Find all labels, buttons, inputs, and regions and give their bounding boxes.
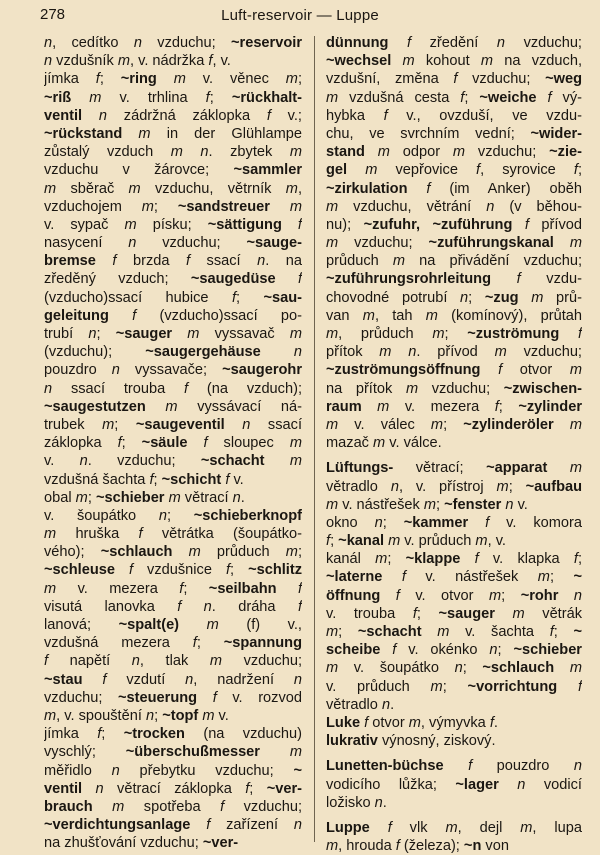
dictionary-line: brauch m spotřeba f vzduchu;: [44, 798, 302, 815]
dictionary-line: v. trouba f; ~sauger m větrák: [326, 605, 582, 622]
dictionary-line: jímka f; ~ring m v. věnec m;: [44, 71, 302, 88]
dictionary-line: ~zuführungsrohrleitung f vzdu-: [326, 271, 582, 288]
dictionary-line: Luppe f vlk m, dejl m, lupa: [326, 819, 582, 836]
dictionary-line: ~stau f vzdutí n, nadržení n: [44, 671, 302, 688]
dictionary-line: m v. nástřešek m; ~fenster n v.: [326, 496, 528, 513]
dictionary-line: ~zuströmungsöffnung f otvor m: [326, 362, 582, 379]
dictionary-line: měřidlo n přebytku vzduchu; ~: [44, 762, 302, 779]
dictionary-line: gel m vepřovice f, syrovice f;: [326, 162, 582, 179]
dictionary-line: vzdušná mezera f; ~spannung: [44, 635, 302, 652]
left-column: [44, 34, 302, 852]
dictionary-line: m hruška f větrátka (šoupátko-: [44, 526, 302, 543]
dictionary-line: vzduchu; ~steuerung f v. rozvod: [44, 689, 302, 706]
dictionary-line: ~laterne f v. nástřešek m; ~: [326, 569, 582, 586]
dictionary-line: n vzdušník m, v. nádržka f, v.: [44, 53, 231, 70]
dictionary-line: jímka f; ~trocken (na vzduchu): [44, 726, 302, 743]
dictionary-line: ložisko n.: [326, 794, 387, 811]
page-header: [0, 4, 600, 28]
dictionary-line: okno n; ~kammer f v. komora: [326, 514, 582, 531]
column-divider: [314, 36, 315, 842]
dictionary-line: ~saugestutzen m vyssávací ná-: [44, 398, 302, 415]
dictionary-line: na přítok m vzduchu; ~zwischen-: [326, 380, 582, 397]
right-column: [326, 34, 582, 855]
dictionary-line: m, průduch m; ~zuströmung f: [326, 326, 582, 342]
dictionary-line: geleitung f (vzducho)ssací po-: [44, 307, 302, 324]
dictionary-line: trubí n; ~sauger m vyssavač m: [44, 326, 302, 342]
dictionary-line: Luke f otvor m, výmyvka f.: [326, 714, 498, 731]
dictionary-line: záklopka f; ~säule f sloupec m: [44, 435, 302, 452]
page-number: 278: [40, 6, 66, 23]
dictionary-line: ~wechsel m kohout m na vzduch,: [326, 53, 582, 70]
dictionary-line: visutá lanovka f n. dráha f: [44, 598, 302, 615]
dictionary-line: vzdušní, změna f vzduchu; ~weg: [326, 71, 582, 88]
dictionary-line: m v. mezera f; ~seilbahn f: [44, 580, 302, 597]
dictionary-line: ~riß m v. trhlina f; ~rückhalt-: [44, 89, 302, 106]
dictionary-line: vzduchojem m; ~sandstreuer m: [44, 198, 302, 215]
dictionary-line: pouzdro n vyssavače; ~saugerohr: [44, 362, 302, 379]
dictionary-line: průduch m na přivádění vzduchu;: [326, 253, 582, 270]
dictionary-line: raum m v. mezera f; ~zylinder: [326, 398, 582, 415]
dictionary-line: na zhušťování vzduchu; ~ver-: [44, 835, 239, 852]
dictionary-line: f; ~kanal m v. průduch m, v.: [326, 533, 506, 550]
dictionary-line: zůstalý vzduch m n. zbytek m: [44, 144, 302, 161]
dictionary-line: v. průduch m; ~vorrichtung f: [326, 678, 582, 695]
dictionary-line: ~schleuse f vzdušnice f; ~schlitz: [44, 562, 302, 579]
dictionary-line: větradlo n.: [326, 696, 395, 713]
dictionary-line: přítok m n. přívod m vzduchu;: [326, 344, 582, 361]
dictionary-line: vzduchu v žárovce; ~sammler: [44, 162, 302, 179]
dictionary-line: v. n. vzduchu; ~schacht m: [44, 453, 302, 470]
dictionary-line: m v. válec m; ~zylinderöler m: [326, 416, 582, 433]
dictionary-line: m vzduchu, větrání n (v běhou-: [326, 198, 582, 215]
dictionary-line: nasycení n vzduchu; ~sauge-: [44, 235, 302, 252]
dictionary-line: nu); ~zufuhr, ~zuführung f přívod: [326, 216, 582, 233]
dictionary-line: ~verdichtungsanlage f zařízení n: [44, 817, 302, 834]
dictionary-line: ventil n větrací záklopka f; ~ver-: [44, 780, 302, 797]
dictionary-line: öffnung f v. otvor m; ~rohr n: [326, 587, 582, 604]
entry-gap: [326, 812, 582, 819]
dictionary-line: m, v. spouštění n; ~topf m v.: [44, 707, 229, 724]
dictionary-line: ~zirkulation f (im Anker) oběh: [326, 180, 582, 197]
dictionary-line: vzdušná šachta f; ~schicht f v.: [44, 471, 244, 488]
dictionary-line: m; ~schacht m v. šachta f; ~: [326, 624, 582, 640]
dictionary-line: chu, ve svrchním vední; ~wider-: [326, 125, 582, 142]
dictionary-line: dünnung f zředění n vzduchu;: [326, 35, 582, 51]
dictionary-line: v. sypač m písku; ~sättigung f: [44, 216, 302, 233]
dictionary-line: ventil n zádržná záklopka f v.;: [44, 107, 302, 124]
dictionary-line: lanová; ~spalt(e) m (f) v.,: [44, 617, 302, 633]
dictionary-line: chovodné potrubí n; ~zug m prů-: [326, 289, 582, 306]
running-title: Luft-reservoir — Luppe: [221, 7, 379, 24]
dictionary-line: Lunetten-büchse f pouzdro n: [326, 758, 582, 775]
dictionary-line: kanál m; ~klappe f v. klapka f;: [326, 551, 582, 568]
entry-gap: [326, 750, 582, 757]
dictionary-line: mazač m v. válce.: [326, 435, 442, 452]
dictionary-line: m vzduchu; ~zuführungskanal m: [326, 235, 582, 252]
dictionary-line: m, hrouda f (železa); ~n von: [326, 838, 509, 855]
dictionary-line: m v. šoupátko n; ~schlauch m: [326, 660, 582, 677]
dictionary-line: stand m odpor m vzduchu; ~zie-: [326, 144, 582, 161]
dictionary-line: m vzdušná cesta f; ~weiche f vý-: [326, 89, 582, 106]
dictionary-line: zředěný vzduch; ~saugedüse f: [44, 271, 302, 288]
dictionary-line: větradlo n, v. přístroj m; ~aufbau: [326, 478, 582, 495]
dictionary-line: m sběrač m vzduchu, větrník m,: [44, 180, 302, 197]
dictionary-line: bremse f brzda f ssací n. na: [44, 253, 302, 270]
entry-gap: [326, 452, 582, 459]
dictionary-line: (vzducho)ssací hubice f; ~sau-: [44, 289, 302, 306]
dictionary-line: ~rückstand m in der Glühlampe: [44, 125, 302, 142]
dictionary-line: scheibe f v. okénko n; ~schieber: [326, 642, 582, 659]
dictionary-line: trubek m; ~saugeventil n ssací: [44, 416, 302, 433]
dictionary-line: van m, tah m (komínový), průtah: [326, 307, 582, 324]
dictionary-line: hybka f v., ovzduší, ve vzdu-: [326, 107, 582, 124]
dictionary-line: vyschlý; ~überschußmesser m: [44, 744, 302, 761]
dictionary-line: f napětí n, tlak m vzduchu;: [44, 653, 302, 670]
dictionary-line: vého); ~schlauch m průduch m;: [44, 544, 302, 561]
dictionary-line: Lüftungs- větrací; ~apparat m: [326, 460, 582, 477]
dictionary-line: n ssací trouba f (na vzduch);: [44, 380, 302, 397]
dictionary-line: obal m; ~schieber m větrací n.: [44, 489, 245, 506]
dictionary-line: (vzduchu); ~saugergehäuse n: [44, 344, 302, 361]
dictionary-line: n, cedítko n vzduchu; ~reservoir: [44, 35, 302, 51]
dictionary-line: v. šoupátko n; ~schieberknopf: [44, 507, 302, 524]
dictionary-line: lukrativ výnosný, ziskový.: [326, 733, 496, 750]
dictionary-line: vodicího lůžka; ~lager n vodicí: [326, 776, 582, 793]
